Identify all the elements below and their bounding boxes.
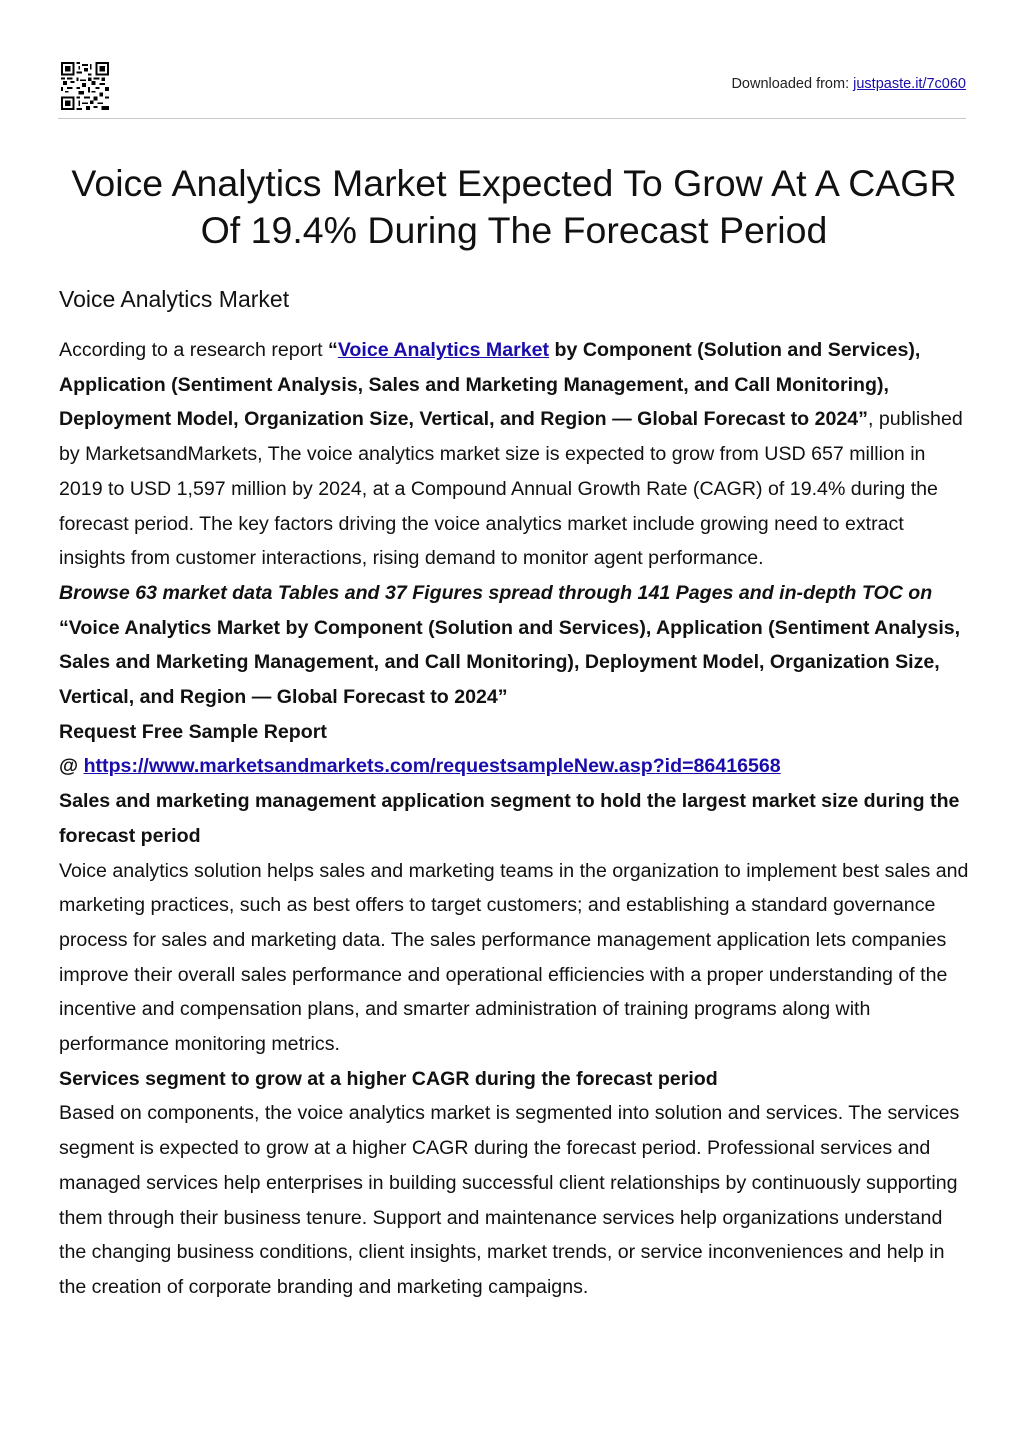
browse-report-title: “Voice Analytics Market by Component (Solution and Services), Application (Sentiment Analysis, Sales and Marketing Management, and Call Monitoring), Deployment Model, Organization Size, Vertical, and Region — Global Forecast to 2024” <box>59 616 961 709</box>
header-divider <box>58 118 966 119</box>
at-symbol: @ <box>59 755 84 778</box>
intro-rest: , published by MarketsandMarkets, The voice analytics market size is expected to grow from USD 657 million in 2019 to USD 1,597 million by 2024, at a Compound Annual Growth Rate (CAGR) of 19.4% during the forecast period. The key factors driving the voice analytics market include growing need to extract insights from customer interactions, rising demand to monitor agent performance. <box>59 408 963 570</box>
report-link[interactable]: Voice Analytics Market <box>337 339 550 361</box>
download-source <box>731 76 966 92</box>
services-paragraph: Based on components, the voice analytics market is segmented into solution and services. The services segment is expected to grow at a higher CAGR during the forecast period. Professional services and managed services help enterprises in building successful client relationships by continuously supporting them through their business tenure. Support and maintenance services help organizations understand the changing business conditions, client insights, market trends, or service inconveniences and help in the creation of corporate branding and marketing campaigns. <box>59 1102 960 1298</box>
section-subtitle: Voice Analytics Market <box>59 286 290 312</box>
downloaded-label: Downloaded from: <box>731 76 854 92</box>
request-sample-link[interactable]: https://www.marketsandmarkets.com/requestsampleNew.asp?id=86416568 <box>83 755 781 778</box>
request-sample-label <box>59 715 969 750</box>
request-sample-line <box>59 749 969 784</box>
services-heading-text: Services segment to grow at a higher CAGR during the forecast period <box>59 1067 718 1090</box>
request-sample-text: Request Free Sample Report <box>59 720 327 743</box>
sales-heading <box>59 784 969 853</box>
intro-paragraph <box>59 333 969 576</box>
browse-paragraph <box>59 576 969 715</box>
article <box>59 160 969 1305</box>
article-body <box>59 333 969 1305</box>
source-link[interactable]: justpaste.it/7c060 <box>853 76 966 92</box>
sales-heading-text: Sales and marketing management application segment to hold the largest market size during the forecast period <box>59 790 960 847</box>
qr-code-icon <box>61 62 109 110</box>
intro-text: According to a research report <box>59 339 329 361</box>
sales-paragraph: Voice analytics solution helps sales and marketing teams in the organization to implement best sales and marketing practices, such as best offers to target customers; and establishing a standard governance process for sales and marketing data. The sales performance management application lets companies improve their overall sales performance and operational efficiencies with a proper understanding of the incentive and compensation plans, and smarter administration of training programs along with performance monitoring metrics. <box>59 859 969 1056</box>
browse-italic-text: Browse 63 market data Tables and 37 Figures spread through 141 Pages and in-depth TOC on <box>59 581 933 604</box>
page-title: Voice Analytics Market Expected To Grow At A CAGR Of 19.4% During The Forecast Period <box>71 162 957 251</box>
report-title-bold: by Component (Solution and Services), Application (Sentiment Analysis, Sales and Marketing Management, and Call Monitoring), Deployment Model, Organization Size, Vertical, and Region — Global Forecast to 2024” <box>59 339 921 431</box>
quote-open: “ <box>328 339 338 361</box>
services-heading <box>59 1062 969 1097</box>
